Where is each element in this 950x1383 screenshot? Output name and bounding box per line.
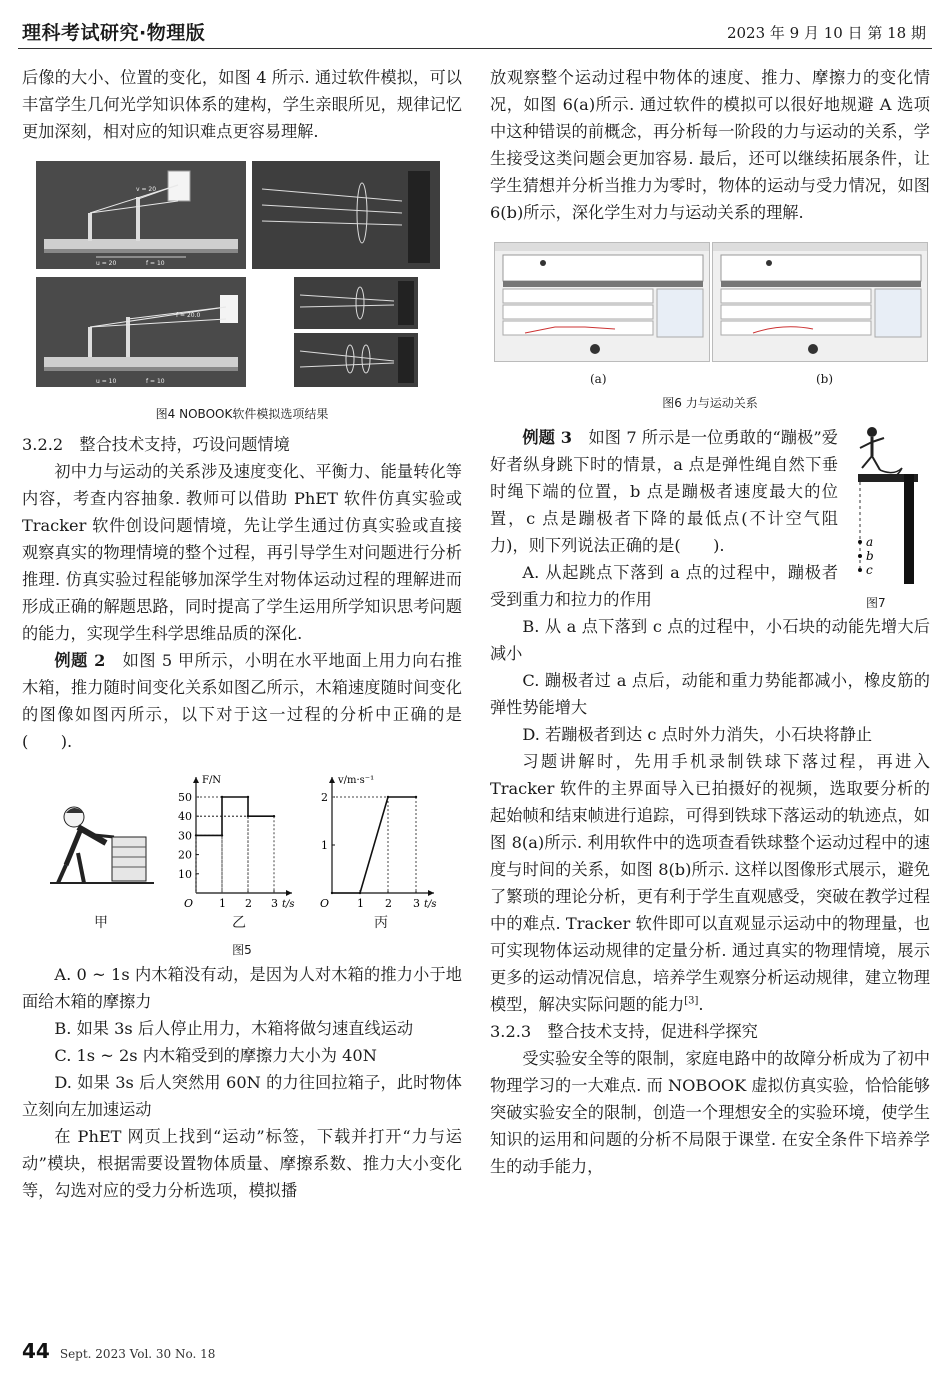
citation: [3] [684, 995, 699, 1007]
x-tick-label: 1 [219, 897, 226, 910]
y-tick-label: 1 [321, 839, 328, 852]
x-tick-label: 2 [245, 897, 252, 910]
right-column [490, 64, 930, 1180]
paragraph-end: . [698, 995, 704, 1014]
optics-bench-image [36, 161, 246, 269]
x-axis-arrow [428, 890, 434, 896]
svg-text:u = 20: u = 20 [96, 260, 117, 267]
option-b: B. 如果 3s 后人停止用力，木箱将做匀速直线运动 [54, 1019, 414, 1038]
data-point [247, 796, 249, 798]
example-3-block [490, 424, 930, 613]
data-series-line [332, 797, 416, 893]
option-a: A. 0 ~ 1s 内木箱没有动，是因为人对木箱的推力小于地面给木箱的摩擦力 [22, 965, 462, 1011]
data-point [415, 796, 417, 798]
x-tick-label: 1 [357, 897, 364, 910]
subfig-label-yi: 乙 [232, 915, 246, 931]
svg-text:f = 10: f = 10 [146, 378, 165, 385]
boy-pushing-box-image [50, 803, 154, 889]
example-label: 例题 2 [54, 651, 106, 670]
x-tick-label: 3 [413, 897, 420, 910]
x-tick-label: 2 [385, 897, 392, 910]
paragraph: 受实验安全等的限制，家庭电路中的故障分析成为了初中物理学习的一大难点. 而 NOBOOK 虚拟仿真实验，恰恰能够突破实验安全的限制，创造一个理想安全的实验环境，使学生知识的运用和问题的分析不局限于课堂. 在安全条件下培养学生的动手能力， [490, 1049, 930, 1176]
paragraph: 后像的大小、位置的变化，如图 4 所示. 通过软件模拟，可以丰富学生几何光学知识体系的建构，学生亲眼所见，规律记忆更加深刻，相对应的知识难点更容易理解. [22, 68, 462, 141]
figure-caption: 图5 [232, 943, 252, 957]
sim-panel-1 [36, 161, 246, 269]
example-label: 例题 3 [522, 428, 573, 447]
option-c: C. 1s ~ 2s 内木箱受到的摩擦力大小为 40N [54, 1046, 377, 1065]
data-point [221, 834, 223, 836]
data-point [247, 815, 249, 817]
lens-rays-image-2 [294, 277, 418, 329]
point-c-label: c [866, 563, 873, 577]
y-tick-label: 10 [178, 867, 192, 881]
data-point [221, 796, 223, 798]
figure-caption: 图7 [866, 596, 886, 610]
data-point [273, 815, 275, 817]
data-point [387, 796, 389, 798]
phet-screenshot-a [494, 242, 710, 362]
svg-text:u = 10: u = 10 [96, 378, 117, 385]
issue-date: 2023 年 9 月 10 日 第 18 期 [726, 24, 926, 42]
figure-6 [490, 242, 930, 424]
sim-panel-2 [252, 161, 440, 269]
option-d: D. 若蹦极者到达 c 点时外力消失，小石块将静止 [522, 725, 873, 744]
data-point [331, 892, 333, 894]
x-axis-arrow [286, 890, 292, 896]
option-b: B. 从 a 点下落到 c 点的过程中，小石块的动能先增大后减小 [490, 617, 930, 663]
y-axis-label: v/m·s⁻¹ [338, 775, 375, 786]
y-axis-label: F/N [202, 775, 222, 786]
point-a-label: a [866, 535, 874, 549]
svg-text:f = 10: f = 10 [146, 260, 165, 267]
origin-label: O [320, 897, 330, 910]
example-text: 如图 7 所示是一位勇敢的“蹦极”爱好者纵身跳下时的情景，a 点是弹性绳自然下垂时绳下端的位置，b 点是蹦极者速度最大的位置，c 点是蹦极者下降的最低点(不计空气阻力)，则下列说法正确的是( ). [490, 428, 838, 555]
y-tick-label: 30 [178, 829, 192, 843]
figure-5 [22, 765, 462, 961]
phet-screenshot-b [712, 242, 928, 362]
section-heading: 3.2.2 整合技术支持，巧设问题情境 [22, 435, 290, 454]
option-a: A. 从起跳点下落到 a 点的过程中，蹦极者受到重力和拉力的作用 [490, 563, 838, 609]
data-point [359, 892, 361, 894]
origin-label: O [184, 897, 194, 910]
x-axis-label: t/s [282, 899, 295, 910]
figure-4 [22, 161, 462, 431]
section-heading: 3.2.3 整合技术支持，促进科学探究 [490, 1022, 758, 1041]
optics-bench-image-2 [36, 277, 246, 387]
figure-caption: 图6 力与运动关系 [662, 396, 758, 410]
phet-sim-image [495, 243, 709, 361]
sim-panel-5 [294, 333, 418, 387]
paragraph [490, 748, 930, 1018]
y-tick-label: 40 [178, 810, 192, 824]
paragraph: 初中力与运动的关系涉及速度变化、平衡力、能量转化等内容，考查内容抽象. 教师可以借助 PhET 软件仿真实验或 Tracker 软件创设问题情境，先让学生通过仿真实验或直接观察真实的物理情境的整个过程，再引导学生对问题进行分析推理. 仿真实验过程能够加深学生对物体运动过程的理解进而形成正确的解题思路，同时提高了学生运用所学知识思考问题的能力，实现学生科学思维品质的深化. [22, 462, 462, 643]
y-tick-label: 2 [321, 791, 328, 804]
x-axis-label: t/s [424, 899, 437, 910]
bungee-jump-image [846, 424, 930, 584]
force-time-chart [162, 767, 295, 927]
x-tick-label: 3 [271, 897, 278, 910]
figure-caption: 图4 NOBOOK软件模拟选项结果 [155, 407, 329, 421]
sim-panel-4 [294, 277, 418, 329]
data-series-line [196, 797, 274, 835]
page-footer [22, 1339, 215, 1363]
journal-title: 理科考试研究·物理版 [22, 22, 206, 44]
page-number: 44 [22, 1339, 50, 1363]
example-2 [22, 647, 462, 755]
option-d: D. 如果 3s 后人突然用 60N 的力往回拉箱子，此时物体立刻向左加速运动 [22, 1073, 462, 1119]
svg-text:f = 20.0: f = 20.0 [176, 312, 201, 319]
paragraph: 放观察整个运动过程中物体的速度、推力、摩擦力的变化情况，如图 6(a)所示. 通过软件的模拟可以很好地规避 A 选项中这种错误的前概念，再分析每一阶段的力与运动的关系，学生接受这类问题会更加容易. 最后，还可以继续拓展条件，让学生猜想并分析当推力为零时，物体的运动与受力情况，如图 6(b)所示，深化学生对力与运动关系的理解. [490, 68, 930, 222]
left-column [22, 64, 462, 1204]
subfig-label-b: (b) [816, 372, 834, 386]
y-tick-label: 50 [178, 791, 192, 804]
example-text: 如图 5 甲所示，小明在水平地面上用力向右推木箱，推力随时间变化关系如图乙所示，木箱速度随时间变化的图像如图丙所示，以下对于这一过程的分析中正确的是( ). [22, 651, 462, 751]
y-axis-arrow [193, 777, 199, 783]
option-c: C. 蹦极者过 a 点后，动能和重力势能都减小，橡皮筋的弹性势能增大 [490, 671, 930, 717]
subfig-label-jia: 甲 [94, 915, 108, 931]
header-divider [18, 48, 932, 49]
point-b-label: b [866, 549, 874, 563]
y-tick-label: 20 [178, 848, 192, 862]
data-point [195, 834, 197, 836]
subfig-label-a: (a) [590, 372, 607, 386]
sim-panel-3 [36, 277, 246, 387]
paragraph-text: 习题讲解时，先用手机录制铁球下落过程，再进入 Tracker 软件的主界面导入已拍摄好的视频，选取要分析的起始帧和结束帧进行追踪，可得到铁球下落运动的轨迹点，如图 8(a)所示. 利用软件中的选项查看铁球整个运动过程中的速度与时间的关系，如图 8(b)所示. 这样以图像形式展示，避免了繁琐的理论分析，更有利于学生直观感受，突破在教学过程中的难点. Tracker 软件即可以直观显示运动中的物理量，也可实现物体运动规律的定量分析. 通过真实的物理情境，展示更多的运动情况信息，培养学生观察分析运动规律，建立物理模型，解决实际问题的能力 [490, 752, 930, 1014]
y-axis-arrow [329, 777, 335, 783]
phet-sim-image-2 [713, 243, 927, 361]
svg-text:v = 20: v = 20 [136, 186, 157, 193]
lens-rays-image [252, 161, 440, 269]
velocity-time-chart [304, 767, 454, 927]
issue-info: Sept. 2023 Vol. 30 No. 18 [59, 1347, 216, 1361]
paragraph: 在 PhET 网页上找到“运动”标签，下载并打开“力与运动”模块，根据需要设置物体质量、摩擦系数、推力大小变化等，勾选对应的受力分析选项，模拟播 [22, 1127, 462, 1200]
lens-rays-image-3 [294, 333, 418, 387]
subfig-label-bing: 丙 [374, 915, 388, 931]
figure-7 [846, 424, 930, 610]
